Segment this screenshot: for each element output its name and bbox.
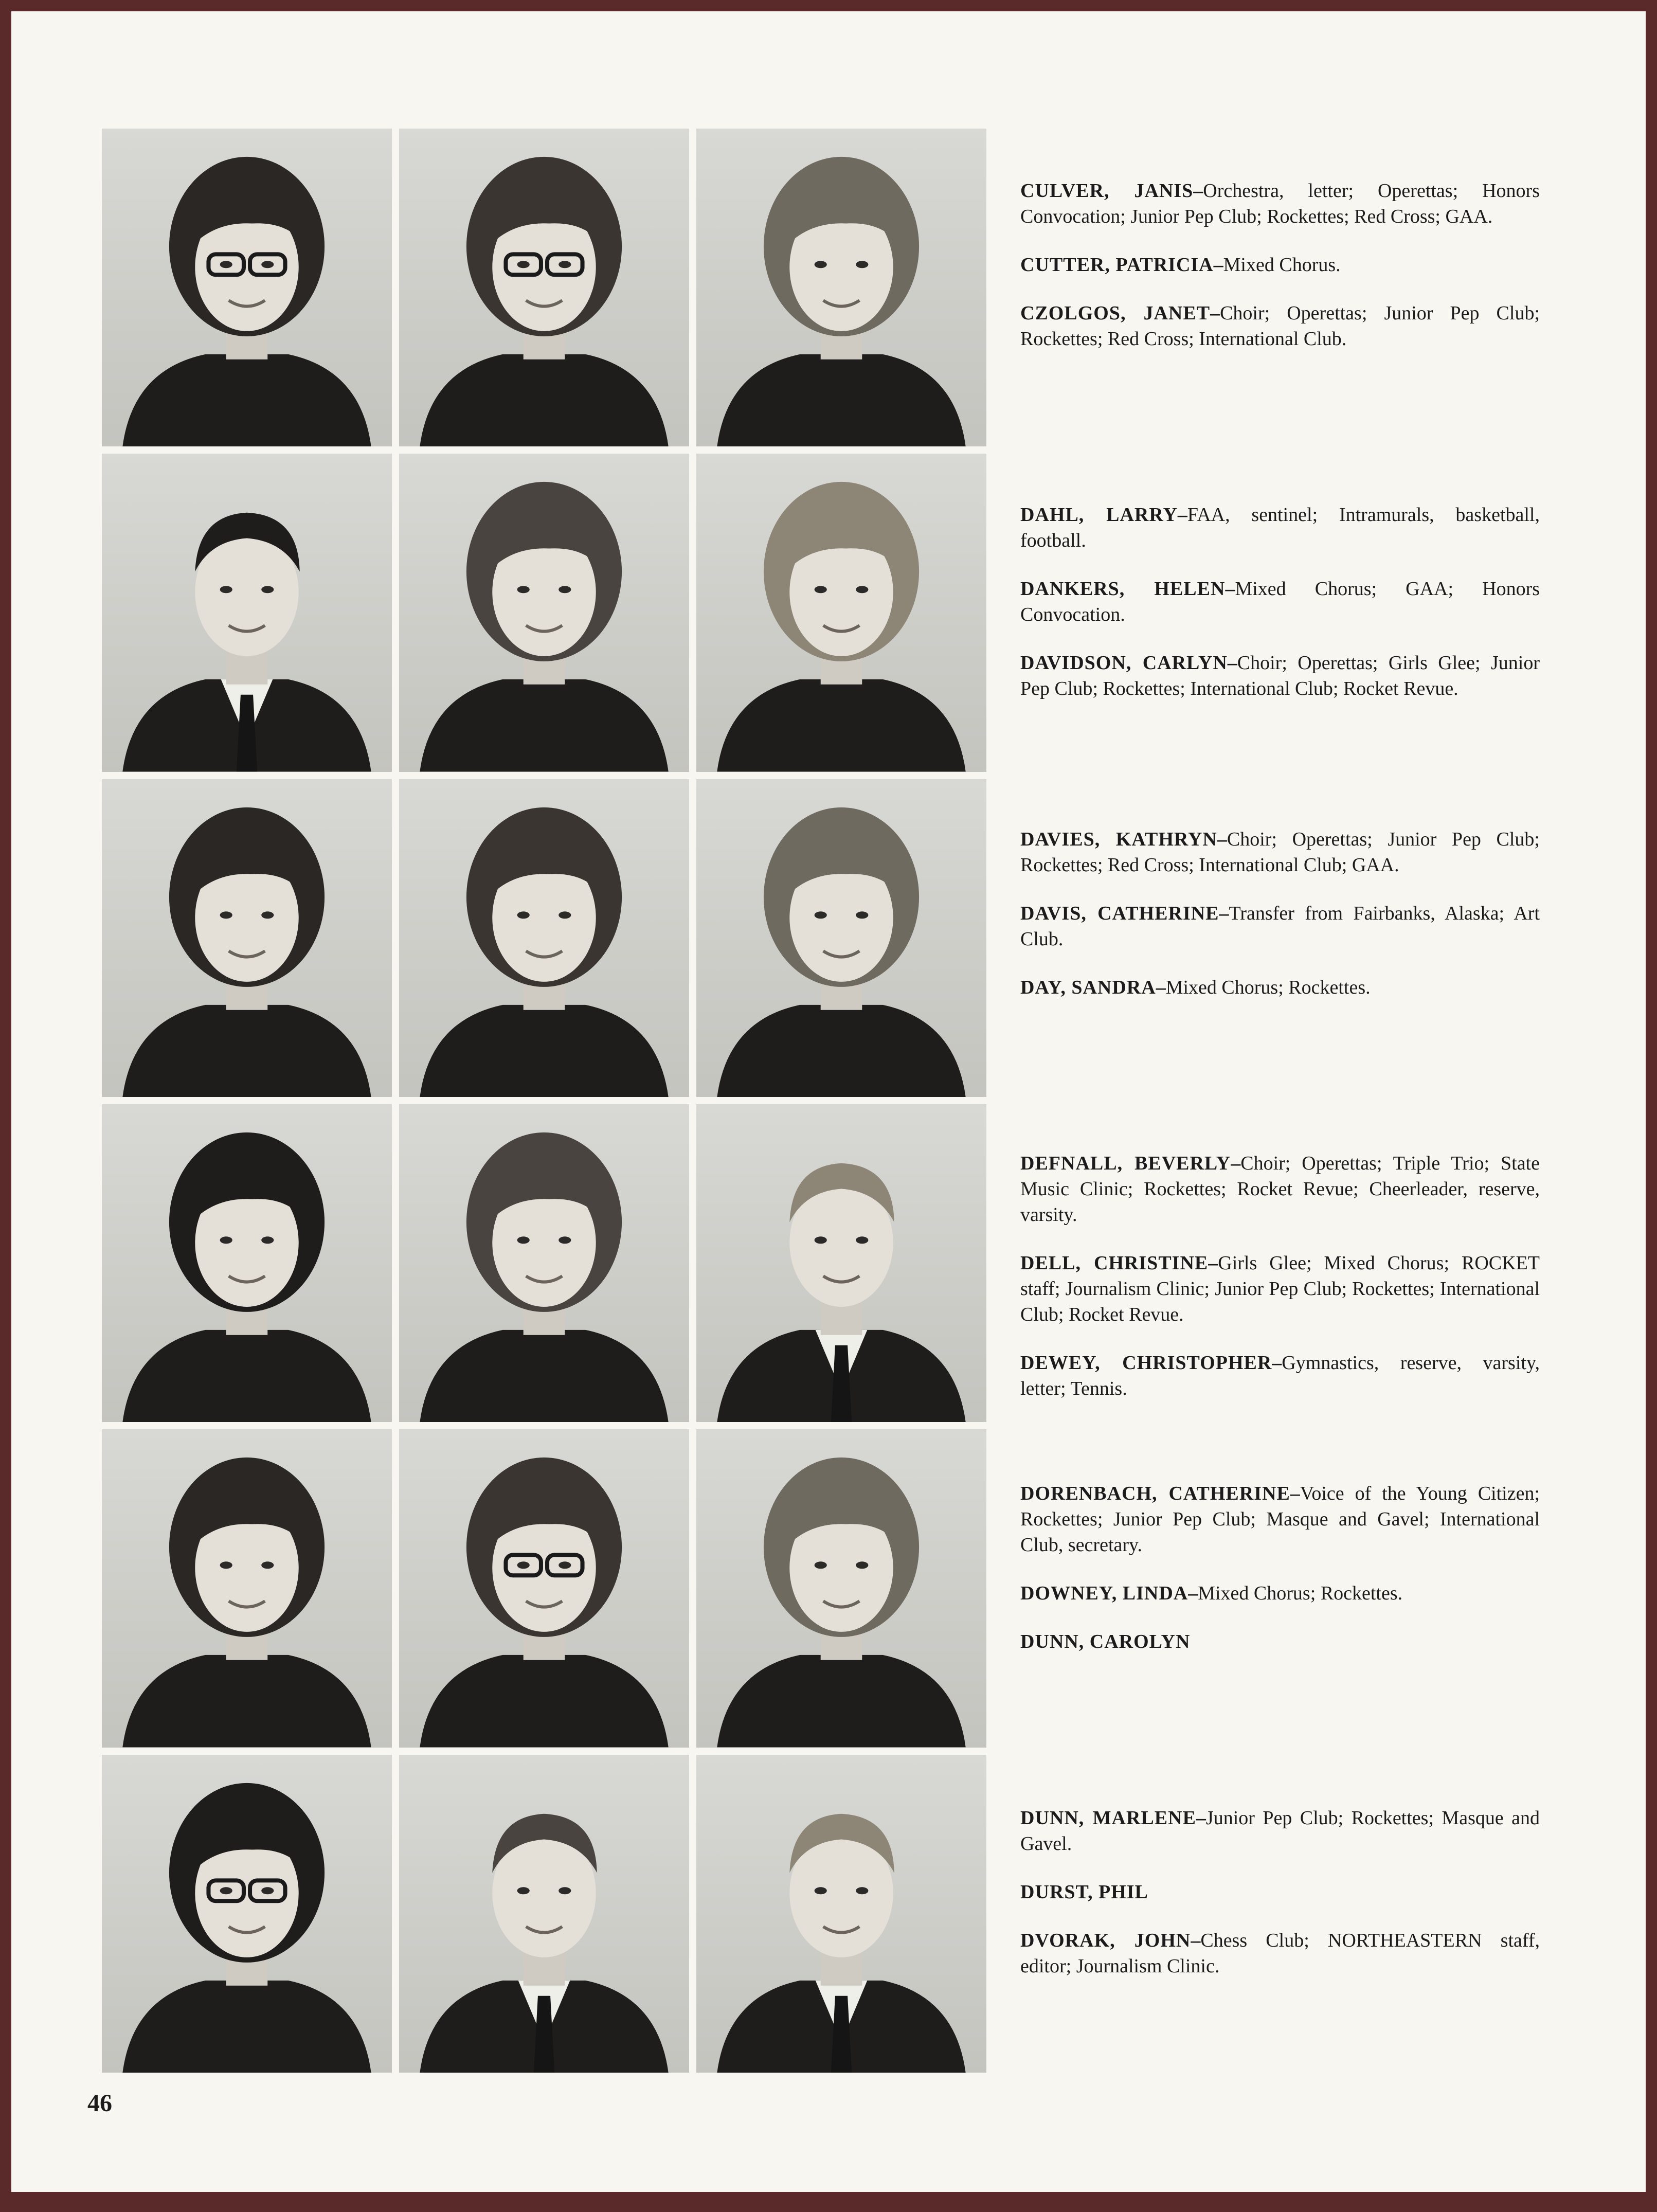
student-portrait xyxy=(696,454,986,771)
portrait-silhouette xyxy=(399,1755,689,2073)
student-entry: DAY, SANDRA–Mixed Chorus; Rockettes. xyxy=(1020,976,1371,998)
student-entry xyxy=(1020,1879,1540,1905)
caption-group xyxy=(1020,1756,1540,2073)
caption-group xyxy=(1020,1431,1540,1748)
student-portrait xyxy=(696,129,986,446)
portrait-grid xyxy=(102,129,986,2073)
student-entry: DEWEY, CHRISTOPHER–Gymnastics, reserve, varsity, letter; Tennis. xyxy=(1020,1352,1540,1400)
portrait-silhouette xyxy=(696,1429,986,1747)
student-activities: Transfer from Fairbanks, Alaska; Art Club. xyxy=(1020,902,1540,950)
student-entry xyxy=(1020,1629,1540,1654)
student-portrait xyxy=(399,129,689,446)
student-portrait xyxy=(399,454,689,771)
student-activities: Voice of the Young Citizen; Rockettes; Junior Pep Club; Masque and Gavel; International Club, secretary. xyxy=(1020,1483,1540,1556)
caption-group xyxy=(1020,1101,1540,1424)
student-activities: Choir; Operettas; Triple Trio; State Music Clinic; Rockettes; Rocket Revue; Cheerleader, reserve, varsity. xyxy=(1020,1153,1540,1226)
student-name: DAVIS, CATHERINE xyxy=(1020,902,1219,924)
student-name: DELL, CHRISTINE xyxy=(1020,1252,1209,1274)
portrait-silhouette xyxy=(399,1429,689,1747)
student-activities: Mixed Chorus; Rockettes. xyxy=(1165,976,1371,998)
student-activities: Orchestra, letter; Operettas; Honors Convocation; Junior Pep Club; Rockettes; Red Cross; GAA. xyxy=(1020,180,1540,227)
student-portrait xyxy=(399,1104,689,1422)
student-activities: Mixed Chorus; Rockettes. xyxy=(1198,1582,1403,1605)
portrait-silhouette xyxy=(102,779,392,1097)
student-entry: DAVIDSON, CARLYN–Choir; Operettas; Girls Glee; Junior Pep Club; Rockettes; International Club; Rocket Revue. xyxy=(1020,652,1540,700)
student-name: DANKERS, HELEN xyxy=(1020,578,1226,600)
student-name: DVORAK, JOHN xyxy=(1020,1929,1191,1951)
student-activities: Mixed Chorus; GAA; Honors Convocation. xyxy=(1020,578,1540,626)
student-portrait xyxy=(102,779,392,1097)
caption-group xyxy=(1020,777,1540,1094)
student-entry: DORENBACH, CATHERINE–Voice of the Young Citizen; Rockettes; Junior Pep Club; Masque and Gavel; International Club, secretary. xyxy=(1020,1483,1540,1556)
student-name: DORENBACH, CATHERINE xyxy=(1020,1483,1290,1505)
portrait-silhouette xyxy=(102,1755,392,2073)
portrait-silhouette xyxy=(696,454,986,771)
student-entry: DAVIES, KATHRYN–Choir; Operettas; Junior Pep Club; Rockettes; Red Cross; International Club; GAA. xyxy=(1020,828,1540,876)
portrait-silhouette xyxy=(102,129,392,446)
student-activities: FAA, sentinel; Intramurals, basketball, football. xyxy=(1020,504,1540,552)
portrait-silhouette xyxy=(696,779,986,1097)
student-activities: Chess Club; NORTHEASTERN staff, editor; Journalism Clinic. xyxy=(1020,1929,1540,1977)
student-portrait xyxy=(102,129,392,446)
student-name: DURST, PHIL xyxy=(1020,1881,1148,1903)
student-portrait xyxy=(696,1429,986,1747)
student-portrait xyxy=(102,1755,392,2073)
student-portrait xyxy=(102,1104,392,1422)
student-entry: CUTTER, PATRICIA–Mixed Chorus. xyxy=(1020,254,1341,276)
student-name: DAY, SANDRA xyxy=(1020,976,1156,998)
page-number: 46 xyxy=(87,2090,112,2117)
student-entry: DAHL, LARRY–FAA, sentinel; Intramurals, basketball, football. xyxy=(1020,504,1540,552)
student-portrait xyxy=(399,1429,689,1747)
student-portrait xyxy=(696,779,986,1097)
portrait-silhouette xyxy=(399,1104,689,1422)
student-activities: Girls Glee; Mixed Chorus; ROCKET staff; Journalism Clinic; Junior Pep Club; Rockettes; International Club; Rocket Revue. xyxy=(1020,1252,1540,1326)
student-name: DAVIDSON, CARLYN xyxy=(1020,652,1228,674)
student-name: DUNN, CAROLYN xyxy=(1020,1631,1191,1653)
portrait-silhouette xyxy=(102,1429,392,1747)
student-portrait xyxy=(102,1429,392,1747)
student-portrait xyxy=(696,1755,986,2073)
student-portrait xyxy=(399,779,689,1097)
student-entry: DELL, CHRISTINE–Girls Glee; Mixed Chorus; ROCKET staff; Journalism Clinic; Junior Pep Club; Rockettes; International Club; Rocket Revue. xyxy=(1020,1252,1540,1326)
yearbook-page xyxy=(11,11,1646,2192)
portrait-silhouette xyxy=(399,454,689,771)
caption-group xyxy=(1020,129,1540,445)
student-name: DEFNALL, BEVERLY xyxy=(1020,1153,1231,1175)
student-entry: CULVER, JANIS–Orchestra, letter; Operettas; Honors Convocation; Junior Pep Club; Rockettes; Red Cross; GAA. xyxy=(1020,180,1540,227)
student-name: CUTTER, PATRICIA xyxy=(1020,254,1214,276)
student-name: DOWNEY, LINDA xyxy=(1020,1582,1188,1605)
portrait-silhouette xyxy=(696,129,986,446)
student-entry: DOWNEY, LINDA–Mixed Chorus; Rockettes. xyxy=(1020,1582,1403,1605)
student-name: CULVER, JANIS xyxy=(1020,180,1194,202)
student-activities: Junior Pep Club; Rockettes; Masque and Gavel. xyxy=(1020,1807,1540,1855)
student-activities: Choir; Operettas; Girls Glee; Junior Pep Club; Rockettes; International Club; Rocket Revue. xyxy=(1020,652,1540,700)
student-activities: Choir; Operettas; Junior Pep Club; Rockettes; Red Cross; International Club. xyxy=(1020,302,1540,350)
caption-group xyxy=(1020,453,1540,769)
student-portrait xyxy=(696,1104,986,1422)
student-entry: DUNN, MARLENE–Junior Pep Club; Rockettes; Masque and Gavel. xyxy=(1020,1807,1540,1855)
student-entry: DEFNALL, BEVERLY–Choir; Operettas; Triple Trio; State Music Clinic; Rockettes; Rocket Revue; Cheerleader, reserve, varsity. xyxy=(1020,1153,1540,1226)
student-name: DUNN, MARLENE xyxy=(1020,1807,1196,1829)
portrait-silhouette xyxy=(399,129,689,446)
portrait-silhouette xyxy=(399,779,689,1097)
portrait-silhouette xyxy=(696,1104,986,1422)
student-name: DAHL, LARRY xyxy=(1020,504,1178,526)
student-name: DEWEY, CHRISTOPHER xyxy=(1020,1352,1272,1374)
portrait-silhouette xyxy=(696,1755,986,2073)
student-name: CZOLGOS, JANET xyxy=(1020,302,1211,324)
student-activities: Mixed Chorus. xyxy=(1223,254,1341,276)
caption-column xyxy=(1020,129,1540,2073)
student-portrait xyxy=(102,454,392,771)
student-activities: Choir; Operettas; Junior Pep Club; Rockettes; Red Cross; International Club; GAA. xyxy=(1020,828,1540,876)
student-entry: DVORAK, JOHN–Chess Club; NORTHEASTERN staff, editor; Journalism Clinic. xyxy=(1020,1929,1540,1977)
student-entry: DANKERS, HELEN–Mixed Chorus; GAA; Honors Convocation. xyxy=(1020,578,1540,626)
student-entry: CZOLGOS, JANET–Choir; Operettas; Junior Pep Club; Rockettes; Red Cross; International Club. xyxy=(1020,302,1540,350)
portrait-silhouette xyxy=(102,1104,392,1422)
student-entry: DAVIS, CATHERINE–Transfer from Fairbanks, Alaska; Art Club. xyxy=(1020,902,1540,950)
portrait-silhouette xyxy=(102,454,392,771)
student-portrait xyxy=(399,1755,689,2073)
student-name: DAVIES, KATHRYN xyxy=(1020,828,1217,850)
student-activities: Gymnastics, reserve, varsity, letter; Tennis. xyxy=(1020,1352,1540,1400)
